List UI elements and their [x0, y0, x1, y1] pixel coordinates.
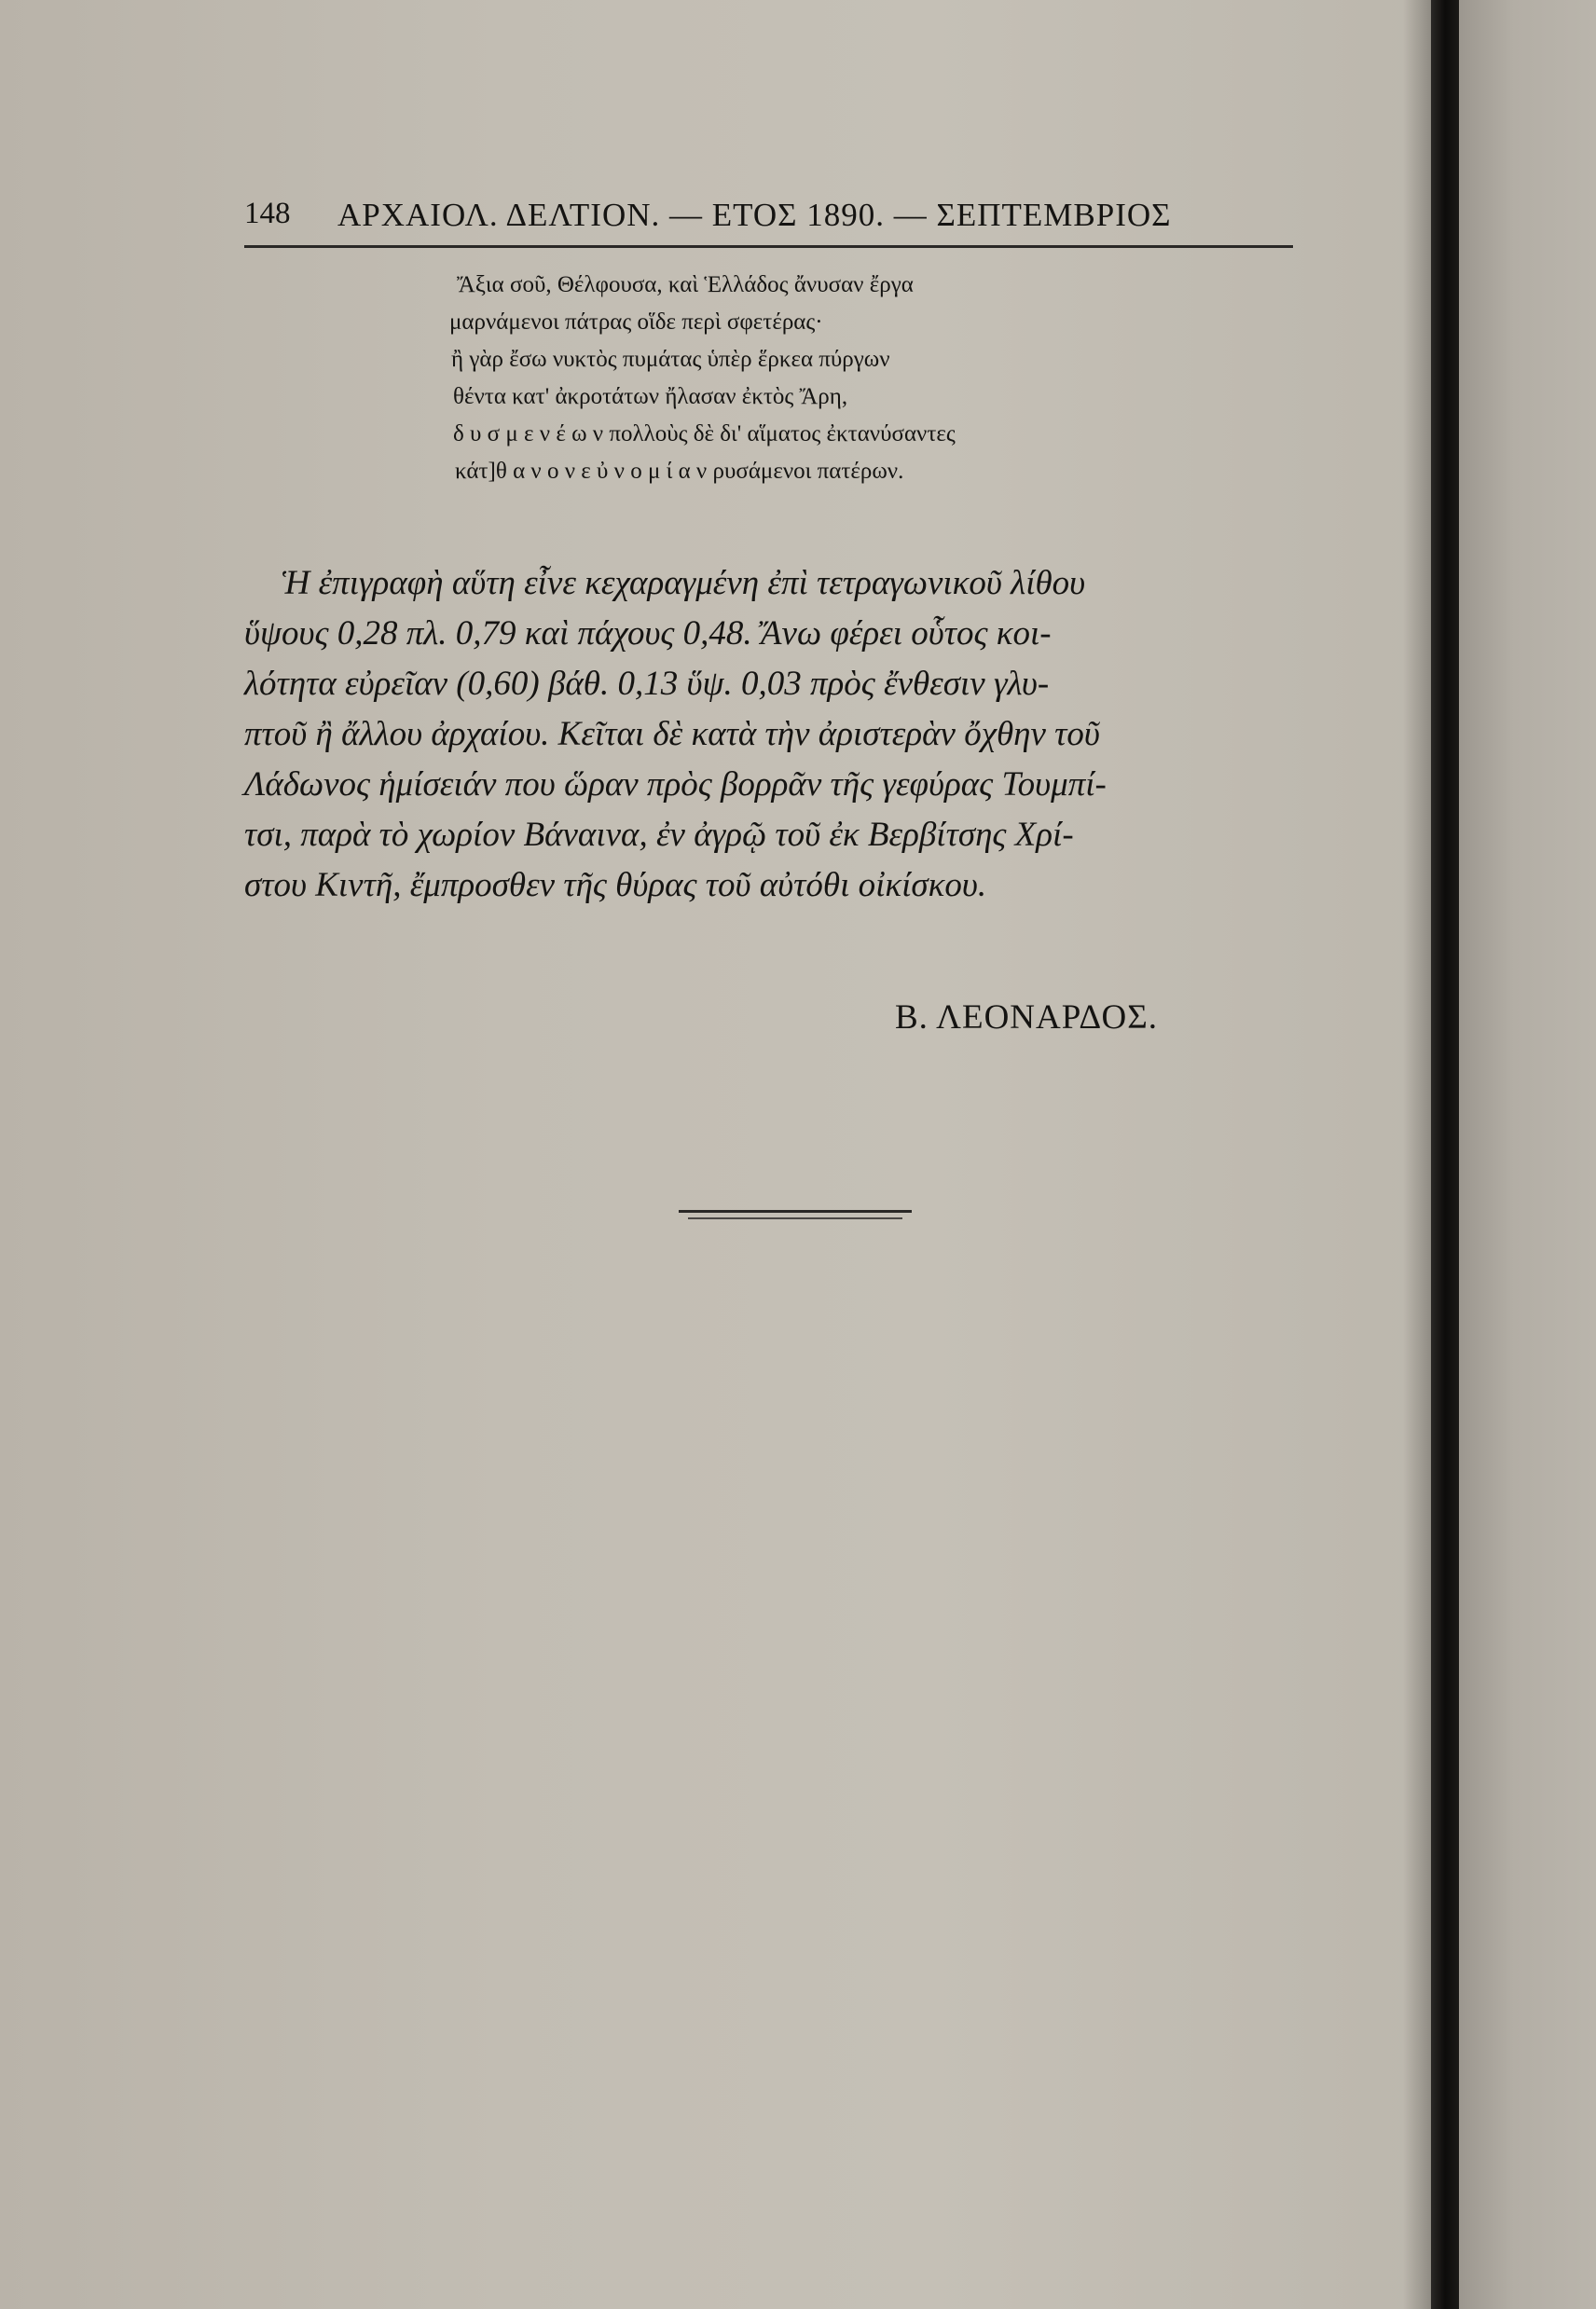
inscription-line: Ἄξια σοῦ, Θέλφουσα, καὶ Ἑλλάδος ἄνυσαν ἔργα — [457, 272, 914, 297]
end-rule-secondary — [688, 1217, 902, 1219]
inscription-line: δ υ σ μ ε ν έ ω ν πολλοὺς δὲ δι' αἵματος ἐκτανύσαντες — [453, 421, 956, 447]
inscription-line: θέντα κατ' ἀκροτάτων ἤλασαν ἐκτὸς Ἄρη, — [453, 384, 848, 409]
inscription-line: ἢ γὰρ ἔσω νυκτὸς πυμάτας ὑπὲρ ἕρκεα πύργων — [451, 347, 890, 372]
commentary-line: ὕψους 0,28 πλ. 0,79 καὶ πάχους 0,48. Ἄνω φέρει οὗτος κοι- — [244, 614, 1052, 653]
inscription-line: κάτ]θ α ν ο ν ε ὐ ν ο μ ί α ν ρυσάμενοι πατέρων. — [455, 459, 904, 484]
commentary-line: Ἡ ἐπιγραφὴ αὕτη εἶνε κεχαραγμένη ἐπὶ τετραγωνικοῦ λίθου — [282, 564, 1086, 602]
spine-shadow — [1403, 0, 1431, 2309]
page-number: 148 — [244, 197, 291, 230]
inscription-line: μαρνάμενοι πάτρας οἵδε περὶ σφετέρας· — [449, 309, 823, 335]
author-signature: Β. ΛΕΟΝΑΡΔΟΣ. — [895, 998, 1159, 1037]
facing-page-edge — [1459, 0, 1596, 2309]
commentary-line: τσι, παρὰ τὸ χωρίον Βάναινα, ἐν ἀγρῷ τοῦ ἐκ Βερβίτσης Χρί- — [244, 816, 1074, 854]
end-rule — [679, 1210, 912, 1213]
commentary-line: στου Κιντῆ, ἔμπροσθεν τῆς θύρας τοῦ αὐτόθι οἰκίσκου. — [244, 866, 987, 904]
inscription-text — [449, 267, 956, 490]
commentary-paragraph — [244, 558, 1316, 911]
journal-header-title: ΑΡΧΑΙΟΛ. ΔΕΛΤΙΟΝ. — ΕΤΟΣ 1890. — ΣΕΠΤΕΜΒΡΙΟΣ — [337, 197, 1172, 233]
commentary-line: πτοῦ ἢ ἄλλου ἀρχαίου. Κεῖται δὲ κατὰ τὴν ἀριστερὰν ὄχθην τοῦ — [244, 715, 1100, 753]
commentary-line: λότητα εὐρεῖαν (0,60) βάθ. 0,13 ὕψ. 0,03 πρὸς ἔνθεσιν γλυ- — [244, 665, 1050, 703]
book-spine — [1431, 0, 1459, 2309]
running-head — [244, 189, 1293, 248]
commentary-line: Λάδωνος ἡμίσειάν που ὥραν πρὸς βορρᾶν τῆς γεφύρας Τουμπί- — [244, 765, 1107, 804]
